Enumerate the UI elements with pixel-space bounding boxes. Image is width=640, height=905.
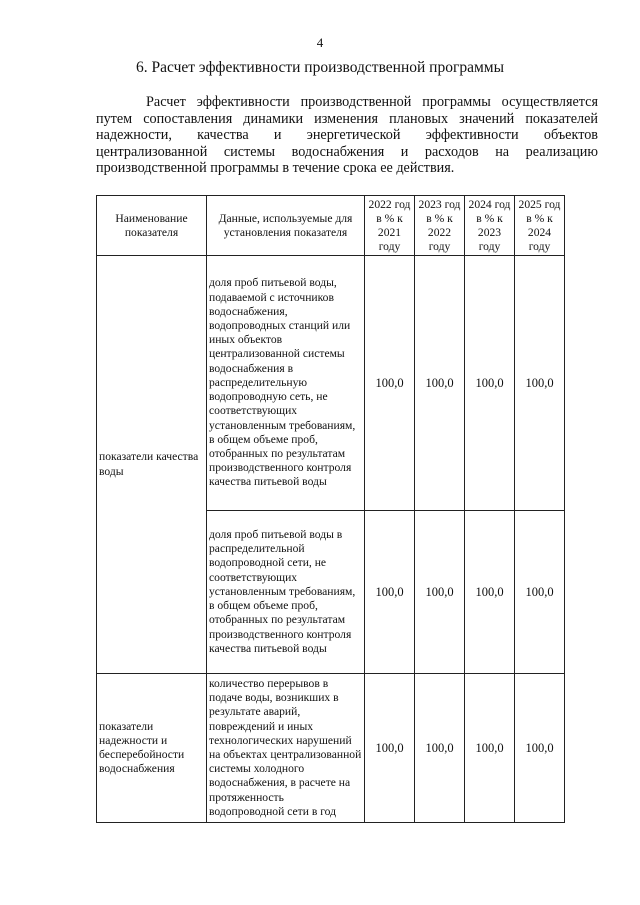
group-name-water-quality: показатели качества воды — [97, 256, 207, 674]
intro-line: производственной программы в течение срока ее действия. — [96, 160, 455, 176]
value-2025: 100,0 — [515, 674, 565, 823]
value-2025: 100,0 — [515, 511, 565, 674]
value-2022: 100,0 — [365, 511, 415, 674]
header-year-2022: 2022 год в % к 2021 году — [365, 196, 415, 256]
intro-line: надежности, качества и энергетической эффективности объектов — [96, 127, 598, 143]
value-2023: 100,0 — [415, 256, 465, 511]
table-row — [97, 256, 565, 511]
group-name-reliability: показатели надежности и бесперебойности водоснабжения — [97, 674, 207, 823]
header-year-2025: 2025 год в % к 2024 году — [515, 196, 565, 256]
row-description: доля проб питьевой воды в распределительной водопроводной сети, не соответствующих установленным требованиям, в общем объеме проб, отобранных по результатам производственного контроля качества питьевой воды — [207, 511, 365, 674]
page-number: 4 — [316, 35, 324, 50]
value-2024: 100,0 — [465, 256, 515, 511]
value-2023: 100,0 — [415, 511, 465, 674]
header-year-2023: 2023 год в % к 2022 году — [415, 196, 465, 256]
value-2022: 100,0 — [365, 674, 415, 823]
efficiency-table — [96, 195, 565, 823]
row-description: количество перерывов в подаче воды, возникших в результате аварий, повреждений и иных технологических нарушений на объектах централизованной системы холодного водоснабжения, в расчете на протяженность водопроводной сети в год — [207, 674, 365, 823]
intro-paragraph — [96, 94, 598, 177]
value-2025: 100,0 — [515, 256, 565, 511]
header-year-2024: 2024 год в % к 2023 году — [465, 196, 515, 256]
header-data-used: Данные, используемые для установления показателя — [207, 196, 365, 256]
intro-line: Расчет эффективности производственной программы осуществляется — [146, 94, 598, 110]
header-row — [97, 196, 565, 256]
value-2022: 100,0 — [365, 256, 415, 511]
intro-line: централизованной системы водоснабжения и расходов на реализацию — [96, 143, 598, 160]
value-2023: 100,0 — [415, 674, 465, 823]
value-2024: 100,0 — [465, 674, 515, 823]
header-indicator-name: Наименование показателя — [97, 196, 207, 256]
value-2024: 100,0 — [465, 511, 515, 674]
row-description: доля проб питьевой воды, подаваемой с источников водоснабжения, водопроводных станций или иных объектов централизованной системы водоснабжения в распределительную водопроводную сеть, не соответствующих установленным требованиям, в общем объеме проб, отобранных по результатам производственного контроля качества питьевой воды — [207, 256, 365, 511]
section-title: 6. Расчет эффективности производственной программы — [136, 59, 504, 76]
table-row — [97, 674, 565, 823]
intro-line: путем сопоставления динамики изменения плановых значений показателей — [96, 110, 598, 127]
